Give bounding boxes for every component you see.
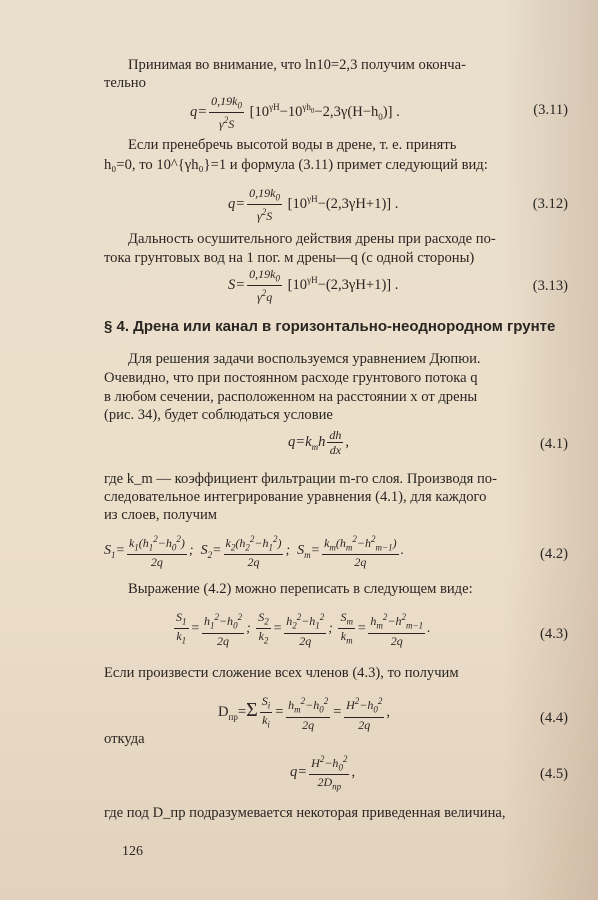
text-line: тельно (104, 75, 146, 91)
section-heading: § 4. Дрена или канал в горизонтально-неоднородном грунте (104, 318, 556, 335)
equation-3-12: q= $\frac{0,19k_0}{\gamma^2S}$ $[10^{\gamma H}-(2,3\gamma H+1)]$ . (228, 186, 399, 224)
equation-3-11: q= $\frac{0,19k_0}{\gamma^2S}$ $[10^{\gamma H}-10^{\gamma h_0}-2,3\gamma(H-h_0)]$ . (190, 94, 400, 132)
text-line: из слоев, получим (104, 507, 218, 523)
text-line: в любом сечении, расположенном на расстоянии x от дрены (104, 389, 478, 405)
text-line: следовательное интегрирование уравнения (4.1), для каждого (104, 489, 487, 505)
equation-number: (4.2) (540, 546, 568, 562)
text-line: Очевидно, что при постоянном расходе грунтового потока q (104, 370, 478, 386)
text-line: (рис. 34), будет соблюдаться условие (104, 407, 333, 423)
equation-4-4: $D_{пр}=\Sigma$ $\frac{S_i}{k_i}$ = $\frac{h_m^2-h_0^2}{2q}$ = $\frac{H^2-h_0^2}{2q}$ , (218, 694, 391, 732)
text-line: Если пренебречь высотой воды в дрене, т. е. принять (128, 137, 457, 153)
equation-4-3: $\frac{S_1}{k_1}$ = $\frac{h_1^2-h_0^2}{2q}$ ; $\frac{S_2}{k_2}$ = $\frac{h_2^2-h_1^2}{2q}$ ; $\frac{S_m}{k_m}$ = $\frac{h_m^2-h^2_{m-1}}{2q}$ . (176, 610, 431, 648)
text-line: где k_m — коэффициент фильтрации m-го слоя. Производя по- (104, 471, 497, 487)
text-line: Для решения задачи воспользуемся уравнением Дюпюи. (128, 351, 481, 367)
text-line: Дальность осушительного действия дрены при расходе по- (128, 231, 496, 247)
text-line: откуда (104, 731, 145, 747)
equation-4-5: q= $\frac{H^2-h_0^2}{2D_{пр}}$ , (290, 754, 356, 792)
text-line: Принимая во внимание, что ln10=2,3 получим оконча- (128, 57, 466, 73)
equation-number: (4.5) (540, 766, 568, 782)
equation-number: (4.1) (540, 436, 568, 452)
equation-number: (4.4) (540, 710, 568, 726)
equation-number: (3.12) (532, 196, 568, 212)
text-line: Выражение (4.2) можно переписать в следующем виде: (128, 581, 473, 597)
equation-4-1: $q=k_mh$ $\frac{dh}{dx}$ , (288, 428, 350, 457)
equation-3-13: S= $\frac{0,19k_0}{\gamma^2q}$ $[10^{\gamma H}-(2,3\gamma H+1)]$ . (228, 267, 399, 305)
text-line: где под D_пр подразумевается некоторая приведенная величина, (104, 805, 506, 821)
text-line: тока грунтовых вод на 1 пог. м дрены—q (с одной стороны) (104, 250, 475, 266)
equation-number: (3.11) (533, 102, 568, 118)
equation-number: (4.3) (540, 626, 568, 642)
equation-4-2: $S_1=$ $\frac{k_1(h_1^2-h_0^2)}{2q}$ ; $S_2=$ $\frac{k_2(h_2^2-h_1^2)}{2q}$ ; $S_m=$ $\frac{k_m(h_m^2-h^2_{m-1})}{2q}$ . (104, 534, 405, 570)
text-line: h₀=0, то 10^{γh₀}=1 и формула (3.11) примет следующий вид: (104, 157, 488, 173)
equation-number: (3.13) (532, 278, 568, 294)
text-line: Если произвести сложение всех членов (4.3), то получим (104, 665, 459, 681)
page-number: 126 (122, 844, 143, 859)
